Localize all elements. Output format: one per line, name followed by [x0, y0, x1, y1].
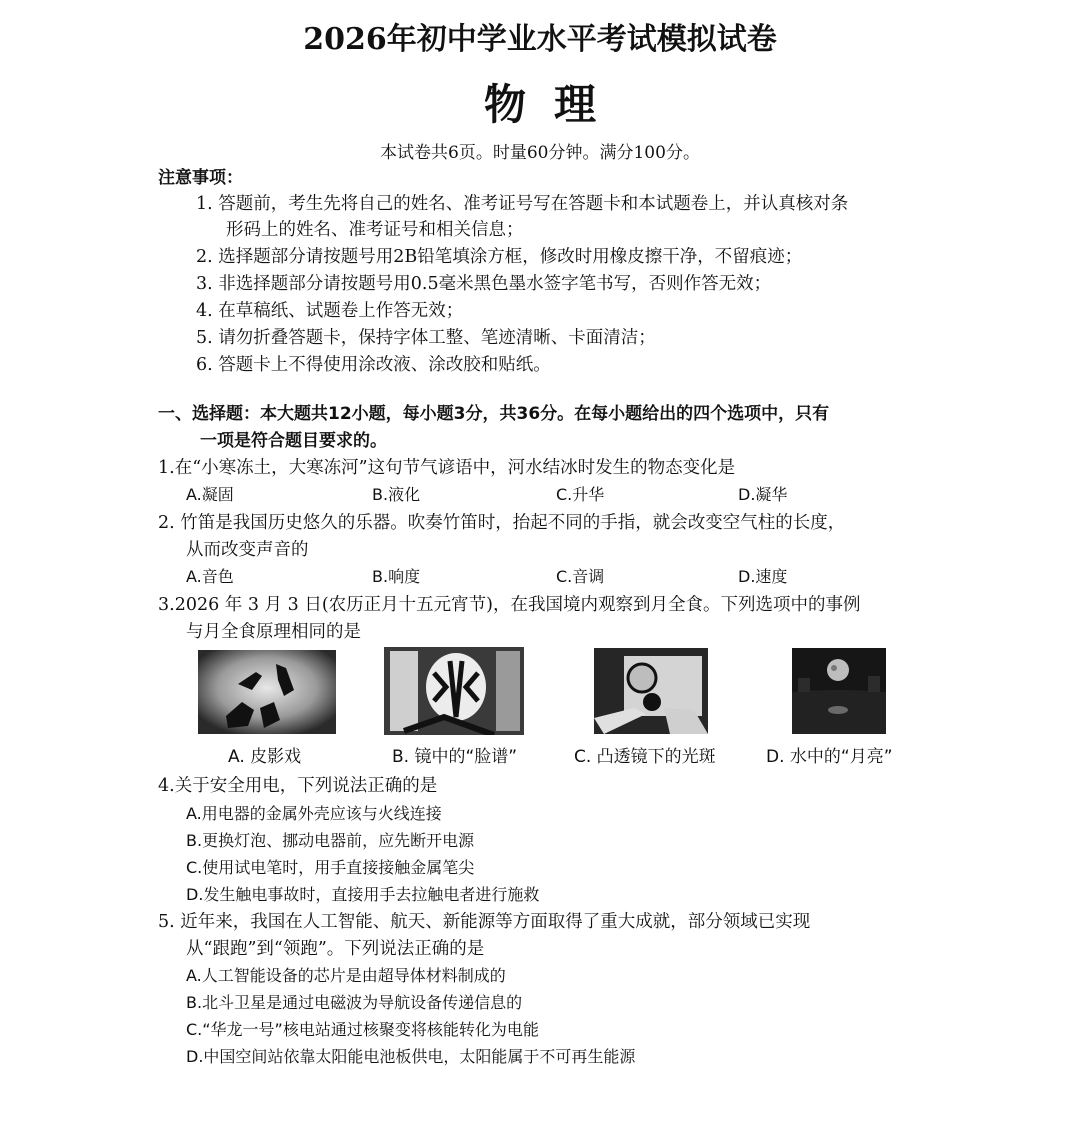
question-2-option-c: C.音调 — [556, 567, 605, 586]
question-3-option-b: B. 镜中的“脸谱” — [392, 747, 518, 767]
question-5-stem-line-2: 从“跟跑”到“领跑”。下列说法正确的是 — [186, 939, 485, 959]
question-1-stem: 1.在“小寒冻土，大寒冻河”这句节气谚语中，河水结冰时发生的物态变化是 — [158, 458, 736, 478]
moon-reflection-photo — [792, 648, 886, 734]
question-5-option-d: D.中国空间站依靠太阳能电池板供电，太阳能属于不可再生能源 — [186, 1047, 636, 1066]
question-5-stem-line-1: 5. 近年来，我国在人工智能、航天、新能源等方面取得了重大成就，部分领域已实现 — [158, 912, 811, 932]
convex-lens-image — [594, 648, 708, 734]
convex-lens-photo — [594, 648, 708, 734]
question-4-option-b: B.更换灯泡、挪动电器前，应先断开电源 — [186, 831, 475, 850]
notice-item-4: 4. 在草稿纸、试题卷上作答无效； — [196, 301, 464, 321]
moon-reflection-image — [792, 648, 886, 734]
notice-heading: 注意事项： — [158, 168, 243, 188]
exam-info: 本试卷共6页。时量60分钟。满分100分。 — [380, 143, 700, 163]
question-3-option-d: D. 水中的“月亮” — [766, 747, 893, 767]
subject-title: 物理 — [483, 80, 624, 129]
question-4-option-d: D.发生触电事故时，直接用手去拉触电者进行施救 — [186, 885, 540, 904]
notice-item-6: 6. 答题卡上不得使用涂改液、涂改胶和贴纸。 — [196, 355, 551, 375]
question-1-option-a: A.凝固 — [186, 485, 234, 504]
notice-item-1-cont: 形码上的姓名、准考证号和相关信息； — [226, 220, 524, 240]
shadow-play-photo — [198, 650, 336, 734]
question-3-stem-line-1: 3.2026 年 3 月 3 日(农历正月十五元宵节)，在我国境内观察到月全食。下列选项中的事例 — [158, 595, 861, 615]
question-5-option-a: A.人工智能设备的芯片是由超导体材料制成的 — [186, 966, 506, 985]
question-1-option-c: C.升华 — [556, 485, 605, 504]
shadow-play-image — [198, 650, 336, 734]
section-heading-line-1: 一、选择题：本大题共12小题，每小题3分，共36分。在每小题给出的四个选项中，只有 — [158, 404, 830, 424]
notice-item-3: 3. 非选择题部分请按题号用0.5毫米黑色墨水签字笔书写，否则作答无效； — [196, 274, 772, 294]
question-3-option-a: A. 皮影戏 — [228, 747, 302, 767]
exam-title: 2026年初中学业水平考试模拟试卷 — [303, 22, 777, 57]
question-3-stem-line-2: 与月全食原理相同的是 — [186, 622, 361, 642]
question-4-option-a: A.用电器的金属外壳应该与火线连接 — [186, 804, 442, 823]
question-2-option-d: D.速度 — [738, 567, 788, 586]
question-2-stem-line-1: 2. 竹笛是我国历史悠久的乐器。吹奏竹笛时，抬起不同的手指，就会改变空气柱的长度， — [158, 513, 846, 533]
question-4-option-c: C.使用试电笔时，用手直接接触金属笔尖 — [186, 858, 475, 877]
notice-item-5: 5. 请勿折叠答题卡，保持字体工整、笔迹清晰、卡面清洁； — [196, 328, 656, 348]
question-1-option-b: B.液化 — [372, 485, 421, 504]
notice-item-2: 2. 选择题部分请按题号用2B铅笔填涂方框，修改时用橡皮擦干净，不留痕迹； — [196, 247, 803, 267]
question-4-stem: 4.关于安全用电，下列说法正确的是 — [158, 776, 438, 796]
mask-mirror-image — [384, 647, 524, 735]
question-5-option-b: B.北斗卫星是通过电磁波为导航设备传递信息的 — [186, 993, 523, 1012]
question-3-option-c: C. 凸透镜下的光斑 — [574, 747, 716, 767]
question-2-option-a: A.音色 — [186, 567, 234, 586]
mask-mirror-photo — [384, 647, 524, 735]
notice-item-1: 1. 答题前，考生先将自己的姓名、准考证号写在答题卡和本试题卷上，并认真核对条 — [196, 194, 849, 214]
question-1-option-d: D.凝华 — [738, 485, 788, 504]
question-2-option-b: B.响度 — [372, 567, 421, 586]
section-heading-line-2: 一项是符合题目要求的。 — [200, 431, 387, 451]
question-5-option-c: C.“华龙一号”核电站通过核聚变将核能转化为电能 — [186, 1020, 539, 1039]
question-2-stem-line-2: 从而改变声音的 — [186, 540, 309, 560]
